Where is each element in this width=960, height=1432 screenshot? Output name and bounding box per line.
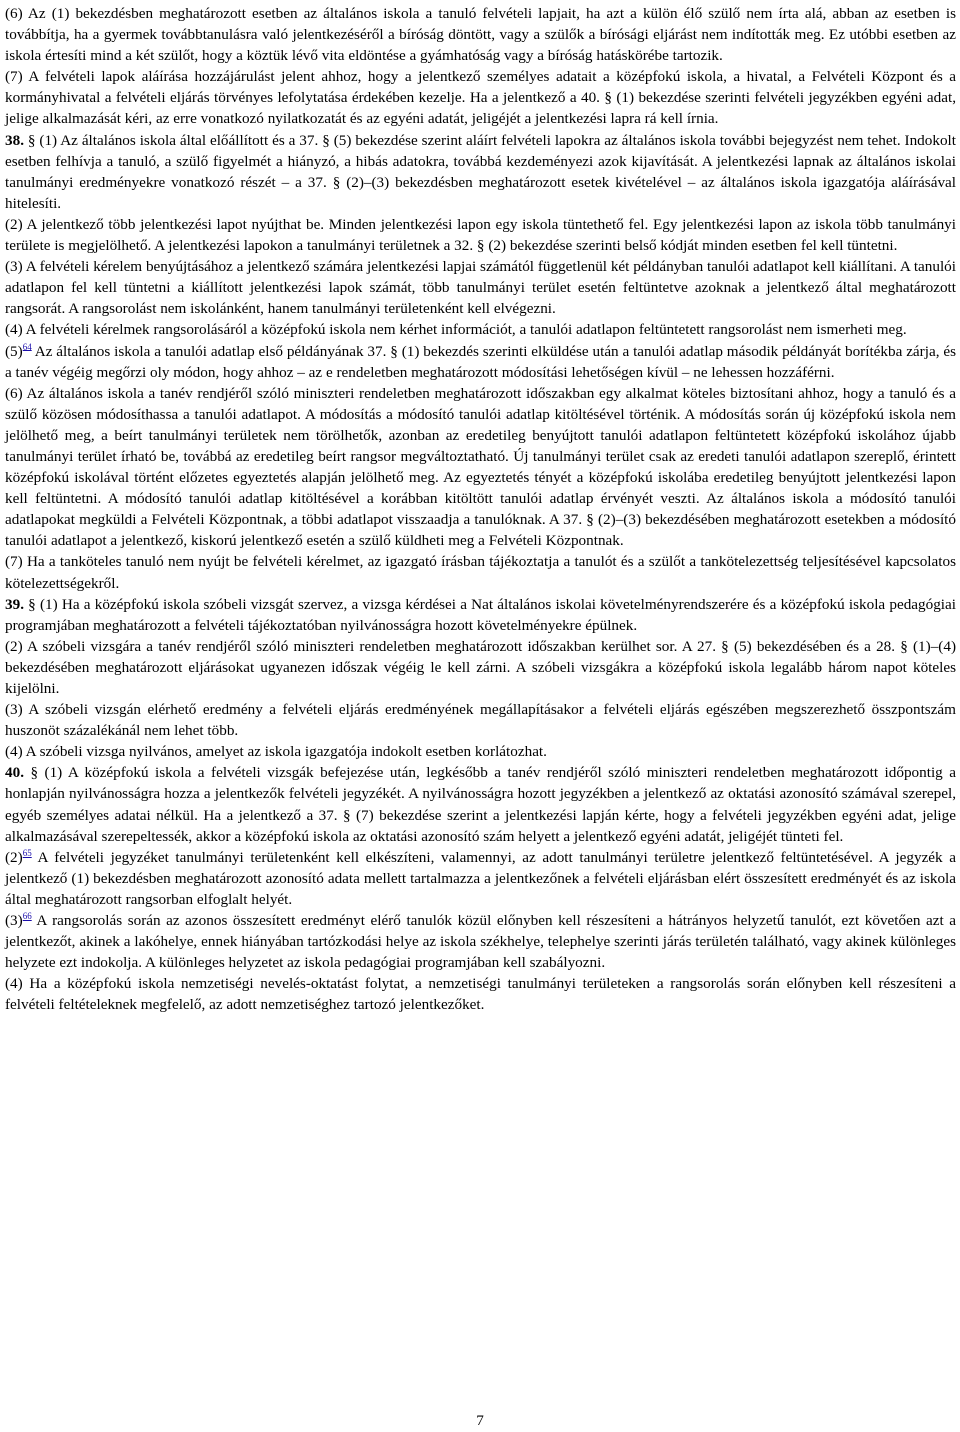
subsection-number: (5) bbox=[5, 342, 23, 360]
paragraph-text: A rangsorolás során az azonos összesített eredményt elérő tanulók közül előnyben kell részesíteni a hátrányos helyzetű tanulót, ezt követően azt a jelentkezőt, akinek a lakóhelye, ennek hiányában tartózkodási helye az iskola székhelye, telephelye szerinti járás területén található, vagy akinek különleges helyzete ezt indokolja. A különleges helyzetet az iskola pedagógiai programjában kell szabályozni. bbox=[5, 912, 956, 972]
paragraph: (4) Ha a középfokú iskola nemzetiségi nevelés-oktatást folytat, a nemzetiségi tanulmányi területeken a rangsorolás során előnyben kell részesíteni a felvételi feltételeknek megfelelő, az adott nemzetiséghez tartozó jelentkezőket. bbox=[5, 975, 956, 1014]
document-body bbox=[5, 3, 956, 1016]
paragraph bbox=[5, 762, 956, 846]
footnote-ref bbox=[23, 848, 32, 858]
paragraph-text: § (1) Az általános iskola által előállított és a 37. § (5) bekezdése szerint aláírt felvételi lapokra az általános iskola további bejegyzést nem tehet. Indokolt esetben felhívja a tanuló, a szülő figyelmét a hiányzó, a hibás adatokra, továbbá kezdeményezi azok kijavítását. A jelentkezési lapnak az általános iskolai tanulmányi eredményekre vonatkozó részét – a 37. § (2)–(3) bekezdésben meghatározott esetek kivételével – az általános iskola igazgatója aláírásával hitelesíti. bbox=[5, 131, 956, 212]
paragraph: (2) A szóbeli vizsgára a tanév rendjéről szóló miniszteri rendeletben meghatározott időszakban kerülhet sor. A 27. § (5) bekezdésében és a 28. § (1)–(4) bekezdésében meghatározott eljárásokat ugyanezen időszak végéig le kell zárni. A szóbeli vizsgákra a középfokú iskola legalább három napot köteles kijelölni. bbox=[5, 637, 956, 697]
paragraph-text: A felvételi jegyzéket tanulmányi területenként kell elkészíteni, valamennyi, az adott tanulmányi területre jelentkező feltüntetésével. A jegyzék a jelentkező (1) bekezdésben meghatározott azonosító adata mellett tartalmazza a jelentkezőnek a felvételi eljárásban elért összesített eredményét és az iskola által meghatározott rangsorban elfoglalt helyét. bbox=[5, 848, 956, 908]
section-number: 40. bbox=[5, 764, 24, 782]
paragraph-text: § (1) A középfokú iskola a felvételi vizsgák befejezése után, legkésőbb a tanév rendjéről szóló miniszteri rendeletben meghatározott időpontig a honlapján nyilvánosságra hozza a jelentkezők felvételi jegyzékét. A nyilvánosságra hozott jegyzékben a jelentkező az oktatási azonosító számával szerepel, egyéb személyes adatai nélkül. Ha a jelentkező a 37. § (7) bekezdése szerint a jelentkezési lapján kérte, hogy a felvételi jegyzékben egyéni adat, jelige alkalmazásával szerepeltessék, akkor a középfokú iskola az oktatási azonosító szám helyett a jelentkező egyéni adatát, jeligéjét tünteti fel. bbox=[5, 764, 956, 845]
footnote-link[interactable]: 65 bbox=[22, 847, 32, 858]
paragraph bbox=[5, 341, 956, 383]
paragraph: (6) Az (1) bekezdésben meghatározott esetben az általános iskola a tanuló felvételi lapjait, ha azt a külön élő szülő nem írta alá, abban az esetben is továbbítja, ha a gyermek továbbtanulásra való jelentkezéséről a bíróság döntött, vagy a szülők a bírósági eljárást nem indították meg. Ez utóbbi esetben az iskola értesíti mind a két szülőt, hogy a köztük lévő vita eldöntése a gyámhatóság vagy a bíróság hatáskörébe tartozik. bbox=[5, 5, 956, 65]
footnote-ref bbox=[23, 341, 32, 351]
paragraph-text: § (1) Ha a középfokú iskola szóbeli vizsgát szervez, a vizsga kérdései a Nat általános iskolai követelményrendszerére és a középfokú iskola pedagógiai programjában meghatározott a felvételi tájékoztatóban nyilvánosságra hozott követelményekre épülnek. bbox=[5, 595, 956, 634]
section-number: 39. bbox=[5, 595, 24, 613]
subsection-number: (3) bbox=[5, 912, 23, 930]
footnote-link[interactable]: 66 bbox=[22, 910, 32, 921]
page-number: 7 bbox=[476, 1412, 484, 1429]
footnote-ref bbox=[23, 911, 32, 921]
paragraph: (7) A felvételi lapok aláírása hozzájárulást jelent ahhoz, hogy a jelentkező személyes adatait a középfokú iskola, a hivatal, a Felvételi Központ és a kormányhivatal a felvételi eljárás törvényes lefolytatása érdekében kezelje. Ha a jelentkező a 40. § (1) bekezdése szerinti felvételi jegyzékben egyéni adat, jelige alkalmazását kéri, az erre vonatkozó nyilatkozatát és az egyéni adatát, jeligéjét a jelentkezési lapra rá kell írnia. bbox=[5, 68, 956, 128]
paragraph: (4) A szóbeli vizsga nyilvános, amelyet az iskola igazgatója indokolt esetben korlátozhat. bbox=[5, 743, 547, 761]
paragraph bbox=[5, 130, 956, 214]
paragraph: (7) Ha a tanköteles tanuló nem nyújt be felvételi kérelmet, az igazgató írásban tájékoztatja a tanulót és a szülőt a tankötelezettség teljesítésével kapcsolatos kötelezettségekről. bbox=[5, 553, 956, 592]
paragraph: (4) A felvételi kérelmek rangsorolásáról a középfokú iskola nem kérhet információt, a tanulói adatlapon feltüntetett rangsorolást nem ismerheti meg. bbox=[5, 321, 907, 339]
paragraph-text: Az általános iskola a tanulói adatlap első példányának 37. § (1) bekezdés szerinti elküldése után a tanulói adatlap második példányát borítékba zárja, és a tanév végéig megőrzi oly módon, hogy ahhoz – az e rendeletben meghatározott módosítási lehetőségen kívül – ne lehessen hozzáférni. bbox=[5, 342, 956, 381]
paragraph bbox=[5, 594, 956, 636]
paragraph: (6) Az általános iskola a tanév rendjéről szóló miniszteri rendeletben meghatározott időszakban egy alkalmat köteles biztosítani ahhoz, hogy a tanuló és a szülő közösen módosíthassa a tanulói adatlapot. A módosítás a módosító tanulói adatlap kitöltésével történik. A módosítás során új középfokú iskola nem jelölhető meg, a beírt tanulmányi területek nem törölhetők, azonban az eredetileg benyújtott tanulói adatlapon feltüntetett középfokú iskolához újabb tanulmányi terület írható be, továbbá az eredetileg beírt rangsor megváltoztatható. Új tanulmányi terület csak az eredeti tanulói adatlapon szereplő, érintett középfokú iskolával történt előzetes egyeztetés alapján jelölhető meg. Az egyeztetés tényét a középfokú iskolába eredetileg benyújtott jelentkezési lapon kell feltüntetni. A módosító tanulói adatlap kitöltésével a korábban kitöltött tanulói adatlap érvényét veszti. Az általános iskola a módosító tanulói adatlapokat megküldi a Felvételi Központnak, a többi adatlapot visszaadja a tanulóknak. A 37. § (2)–(3) bekezdésében meghatározott esetekben a módosító tanulói adatlapot a jelentkező, kiskorú jelentkező esetén a szülő küldheti meg a Felvételi Központnak. bbox=[5, 384, 956, 550]
paragraph: (3) A szóbeli vizsgán elérhető eredmény a felvételi eljárás eredményének megállapításakor a felvételi eljárás egészében megszerezhető összpontszám huszonöt százalékánál nem lehet több. bbox=[5, 701, 956, 740]
subsection-number: (2) bbox=[5, 848, 23, 866]
paragraph: (2) A jelentkező több jelentkezési lapot nyújthat be. Minden jelentkezési lapon egy iskola tüntethető fel. Egy jelentkezési lapon az iskola több tanulmányi területe is megjelölhető. A jelentkezési lapokon a tanulmányi területnek a 32. § (2) bekezdése szerinti belső kódját minden esetben fel kell tüntetni. bbox=[5, 215, 956, 255]
section-number: 38. bbox=[5, 131, 24, 149]
paragraph bbox=[5, 910, 956, 973]
paragraph: (3) A felvételi kérelem benyújtásához a jelentkező számára jelentkezési lapjai számától függetlenül két példányban tanulói adatlapot kell kiállítani. A tanulói adatlapon fel kell tüntetni a kiállított jelentkezési lapok számát, több tanulmányi terület esetén feltüntetve azoknak a jelentkező által meghatározott rangsorát. A rangsorolást nem iskolánként, hanem tanulmányi területenként kell elvégezni. bbox=[5, 258, 956, 318]
paragraph bbox=[5, 847, 956, 910]
footnote-link[interactable]: 64 bbox=[22, 341, 32, 352]
